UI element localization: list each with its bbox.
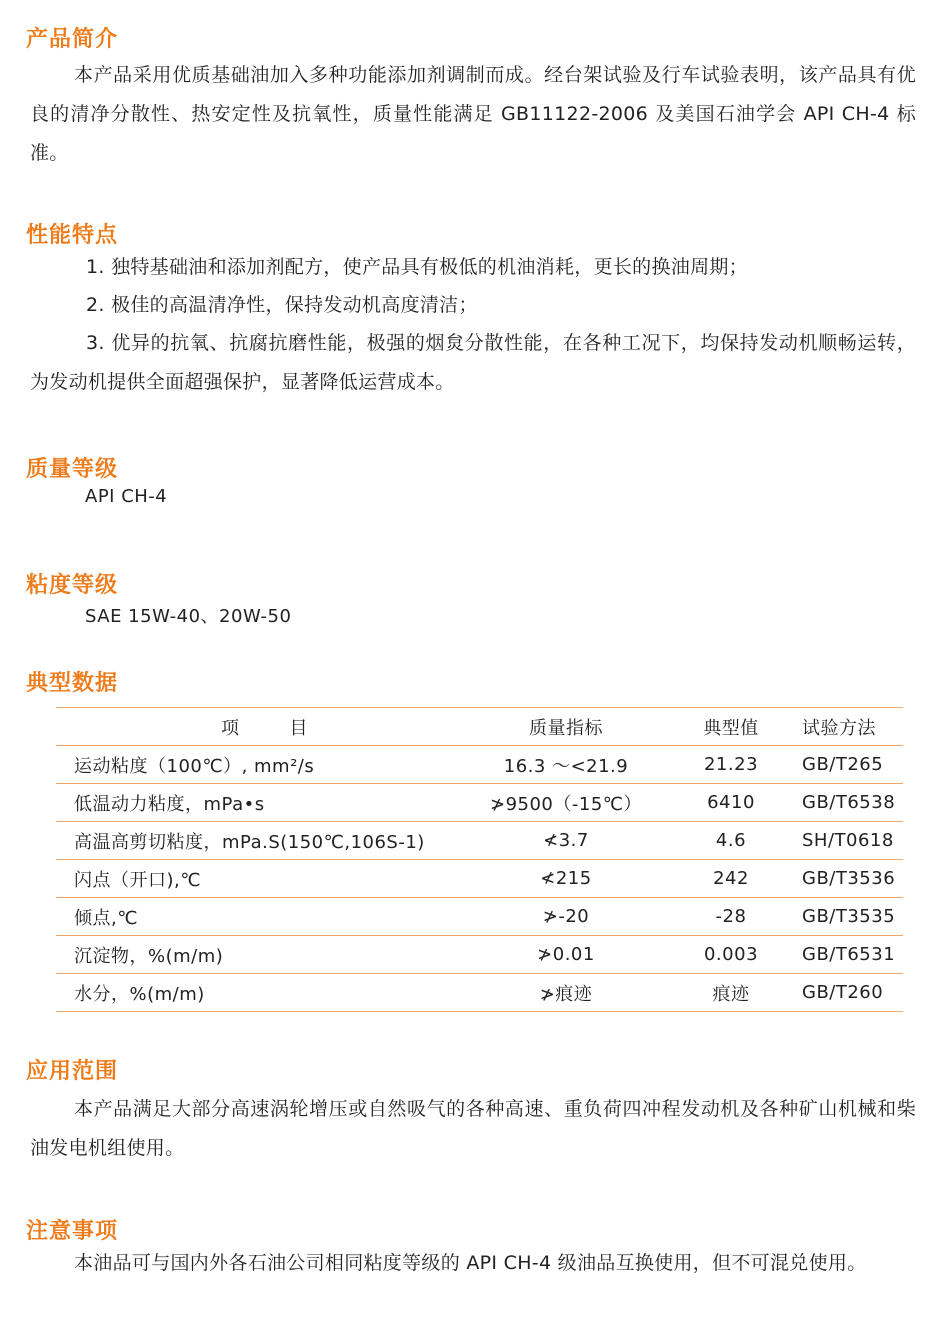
cell-spec: ≯-20 [456, 898, 676, 936]
feature-item-3: 3. 优异的抗氧、抗腐抗磨性能，极强的烟炱分散性能，在各种工况下，均保持发动机顺畅运转，为发动机提供全面超强保护，显著降低运营成本。 [30, 332, 916, 393]
cell-method: GB/T3536 [786, 860, 903, 898]
section-title-typical-data: 典型数据 [26, 671, 119, 696]
cell-method: GB/T6538 [786, 784, 903, 822]
cell-spec: ≯9500（-15℃） [456, 784, 676, 822]
section-title-features: 性能特点 [26, 223, 119, 248]
section-title-viscosity: 粘度等级 [26, 573, 119, 598]
cell-typical: 痕迹 [676, 974, 786, 1012]
feature-item-2: 2. 极佳的高温清净性，保持发动机高度清洁； [86, 294, 478, 316]
viscosity-grade-value: SAE 15W-40、20W-50 [85, 606, 292, 627]
cell-spec: 16.3 ～<21.9 [456, 746, 676, 784]
cell-spec: ≮3.7 [456, 822, 676, 860]
cell-item: 高温高剪切粘度，mPa.S(150℃,106S-1) [56, 822, 456, 860]
cell-spec: ≯0.01 [456, 936, 676, 974]
cell-item: 水分，%(m/m) [56, 974, 456, 1012]
typical-data-table [56, 707, 903, 1012]
table-row [56, 936, 903, 974]
section-title-intro: 产品简介 [26, 27, 119, 52]
cell-typical: 6410 [676, 784, 786, 822]
cell-item: 低温动力粘度，mPa•s [56, 784, 456, 822]
header-method: 试验方法 [786, 708, 903, 746]
table-row [56, 974, 903, 1012]
section-title-notes: 注意事项 [26, 1219, 119, 1244]
cell-method: GB/T6531 [786, 936, 903, 974]
table-row [56, 860, 903, 898]
cell-item: 沉淀物，%(m/m) [56, 936, 456, 974]
header-item: 项 目 [56, 708, 456, 746]
cell-method: SH/T0618 [786, 822, 903, 860]
table-header-row [56, 708, 903, 746]
cell-method: GB/T265 [786, 746, 903, 784]
table-row [56, 746, 903, 784]
section-title-application: 应用范围 [26, 1059, 119, 1084]
application-paragraph: 本产品满足大部分高速涡轮增压或自然吸气的各种高速、重负荷四冲程发动机及各种矿山机械和柴油发电机组使用。 [30, 1098, 916, 1159]
cell-spec: ≯痕迹 [456, 974, 676, 1012]
cell-typical: -28 [676, 898, 786, 936]
quality-grade-value: API CH-4 [85, 486, 168, 507]
notes-paragraph: 本油品可与国内外各石油公司相同粘度等级的 API CH-4 级油品互换使用，但不可混兑使用。 [74, 1252, 867, 1274]
cell-typical: 0.003 [676, 936, 786, 974]
cell-item: 运动粘度（100℃）, mm²/s [56, 746, 456, 784]
table-row [56, 822, 903, 860]
section-title-quality: 质量等级 [26, 457, 119, 482]
intro-paragraph: 本产品采用优质基础油加入多种功能添加剂调制而成。经台架试验及行车试验表明，该产品具有优良的清净分散性、热安定性及抗氧性，质量性能满足 GB11122-2006 及美国石油学会 API CH-4 标准。 [30, 64, 916, 164]
table-row [56, 898, 903, 936]
cell-item: 闪点（开口),℃ [56, 860, 456, 898]
header-typical: 典型值 [676, 708, 786, 746]
cell-method: GB/T260 [786, 974, 903, 1012]
cell-method: GB/T3535 [786, 898, 903, 936]
header-spec: 质量指标 [456, 708, 676, 746]
cell-typical: 242 [676, 860, 786, 898]
cell-item: 倾点,℃ [56, 898, 456, 936]
cell-typical: 21.23 [676, 746, 786, 784]
cell-spec: ≮215 [456, 860, 676, 898]
feature-item-1: 1. 独特基础油和添加剂配方，使产品具有极低的机油消耗，更长的换油周期； [86, 256, 748, 278]
table-row [56, 784, 903, 822]
cell-typical: 4.6 [676, 822, 786, 860]
